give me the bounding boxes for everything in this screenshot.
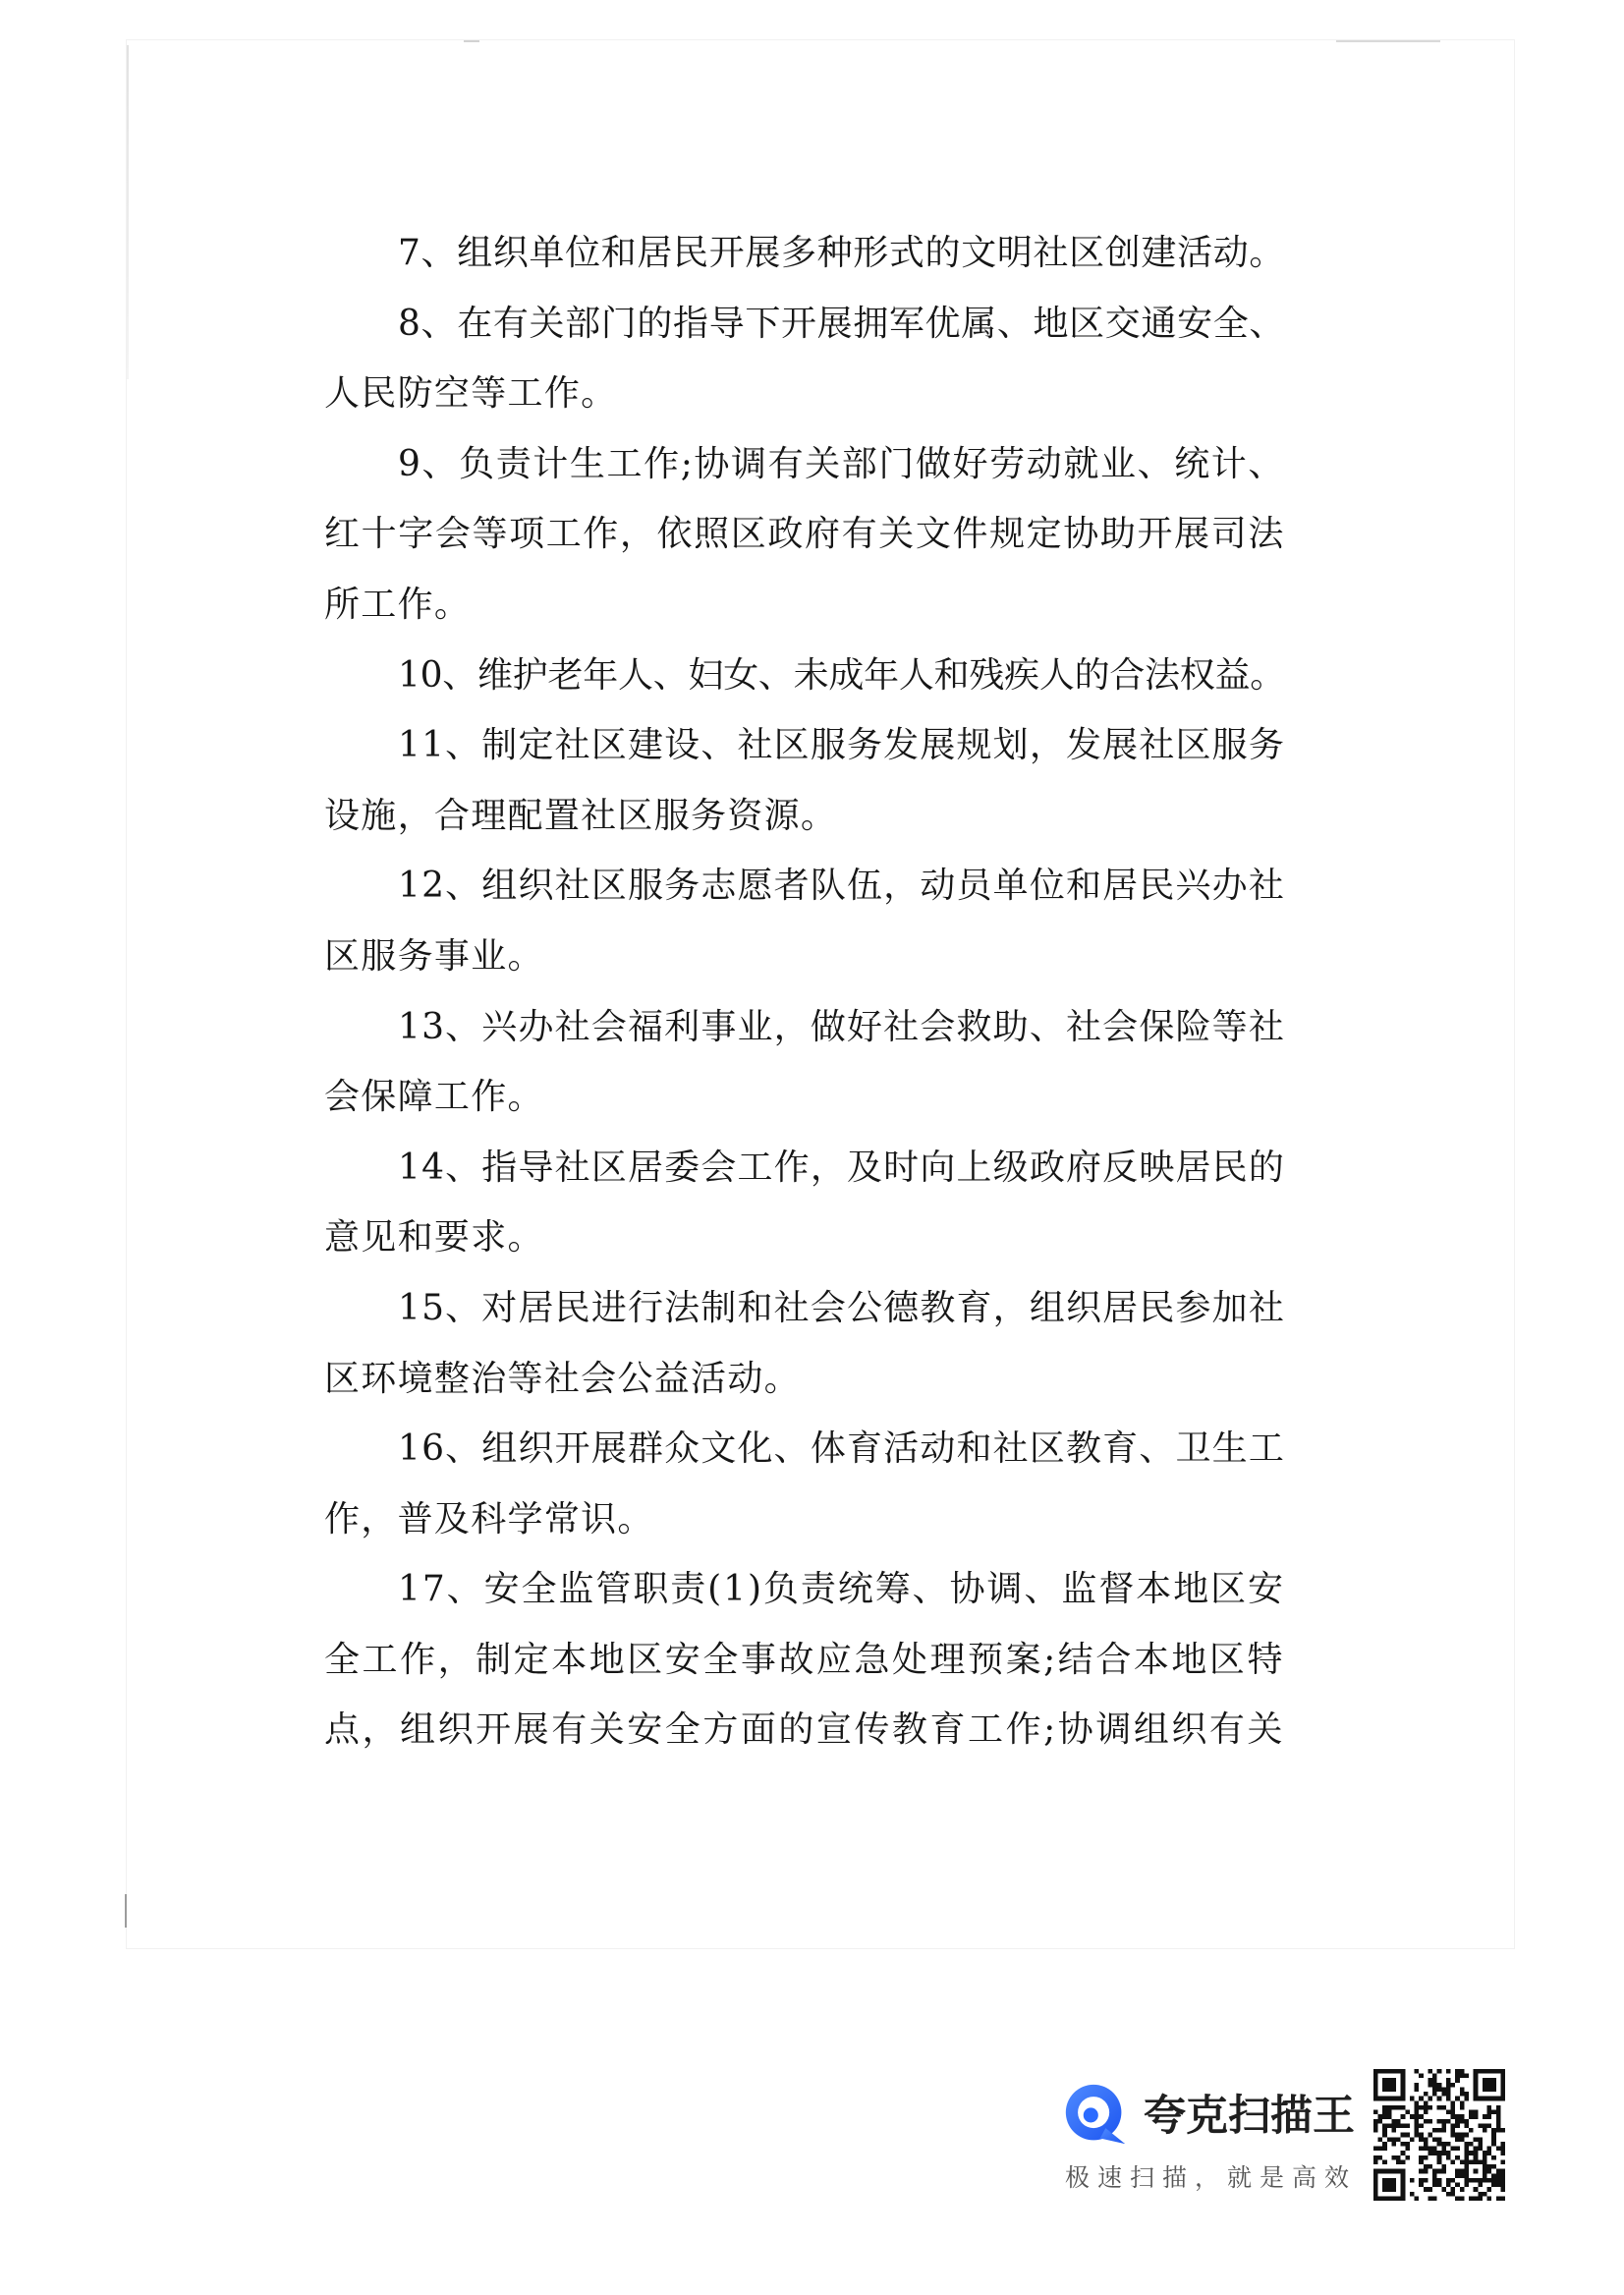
- paragraph-item-17: [324, 1554, 1285, 1765]
- paragraph-item-9: [324, 429, 1285, 641]
- text-line: [324, 1062, 1285, 1133]
- text-line: [324, 1344, 1285, 1415]
- text-line-content: 全工作，制定本地区安全事故应急处理预案;结合本地区特: [324, 1639, 1285, 1680]
- scan-mark: [464, 40, 479, 42]
- text-line: [324, 1695, 1285, 1765]
- text-line: [324, 1203, 1285, 1273]
- text-line: [324, 499, 1285, 570]
- text-line-content: 12、组织社区服务志愿者队伍，动员单位和居民兴办社: [398, 866, 1285, 907]
- text-line: [324, 429, 1285, 500]
- text-line-content: 人民防空等工作。: [324, 373, 618, 415]
- text-line-content: 红十字会等项工作，依照区政府有关文件规定协助开展司法: [324, 514, 1285, 555]
- text-line-content: 设施，合理配置社区服务资源。: [324, 795, 838, 836]
- text-line-content: 13、兴办社会福利事业，做好社会救助、社会保险等社: [398, 1006, 1285, 1047]
- quark-logo-icon: [1063, 2082, 1128, 2147]
- paragraph-item-15: [324, 1273, 1285, 1414]
- text-line-content: 17、安全监管职责(1)负责统筹、协调、监督本地区安: [398, 1569, 1285, 1610]
- paragraph-item-12: [324, 851, 1285, 991]
- text-line: [324, 710, 1285, 781]
- paragraph-item-16: [324, 1414, 1285, 1554]
- paragraph-item-10: [324, 641, 1285, 711]
- text-line-content: 点，组织开展有关安全方面的宣传教育工作;协调组织有关: [324, 1709, 1285, 1751]
- text-line: [324, 359, 1285, 429]
- text-line-content: 意见和要求。: [324, 1217, 544, 1259]
- brand-name: 夸克扫描王: [1144, 2092, 1355, 2141]
- text-line-content: 11、制定社区建设、社区服务发展规划，发展社区服务: [398, 725, 1285, 766]
- text-line-content: 所工作。: [324, 584, 472, 625]
- text-line: [324, 1554, 1285, 1625]
- text-line-content: 会保障工作。: [324, 1077, 544, 1118]
- text-line-content: 9、负责计生工作;协调有关部门做好劳动就业、统计、: [398, 443, 1285, 484]
- text-line: [324, 1133, 1285, 1203]
- text-line: [324, 851, 1285, 922]
- paragraph-item-13: [324, 992, 1285, 1133]
- qr-code-icon: [1373, 2069, 1505, 2201]
- text-line-content: 8、在有关部门的指导下开展拥军优属、地区交通安全、: [398, 303, 1285, 344]
- text-line-content: 10、维护老年人、妇女、未成年人和残疾人的合法权益。: [398, 654, 1285, 696]
- paragraph-item-11: [324, 710, 1285, 851]
- text-line-content: 作，普及科学常识。: [324, 1498, 654, 1539]
- text-line: [324, 289, 1285, 360]
- text-line-content: 14、指导社区居委会工作，及时向上级政府反映居民的: [398, 1147, 1285, 1188]
- text-line: [324, 218, 1285, 289]
- text-line-content: 区服务事业。: [324, 935, 544, 977]
- text-line: [324, 1273, 1285, 1344]
- text-line-content: 16、组织开展群众文化、体育活动和社区教育、卫生工: [398, 1428, 1285, 1470]
- text-line: [324, 641, 1285, 711]
- document-body: [324, 218, 1285, 1765]
- text-line: [324, 570, 1285, 641]
- text-line: [324, 1625, 1285, 1696]
- paragraph-item-14: [324, 1133, 1285, 1273]
- scan-edge-shadow: [127, 45, 129, 379]
- scan-mark: [1336, 40, 1440, 42]
- text-line: [324, 992, 1285, 1063]
- text-line: [324, 781, 1285, 852]
- scan-mark: [125, 1894, 127, 1928]
- text-line-content: 7、组织单位和居民开展多种形式的文明社区创建活动。: [398, 233, 1285, 273]
- text-line-content: 15、对居民进行法制和社会公德教育，组织居民参加社: [398, 1287, 1285, 1328]
- text-line-content: 区环境整治等社会公益活动。: [324, 1358, 801, 1399]
- text-line: [324, 1484, 1285, 1555]
- text-line: [324, 922, 1285, 992]
- paragraph-item-8: [324, 289, 1285, 429]
- paragraph-item-7: [324, 218, 1285, 289]
- text-line: [324, 1414, 1285, 1484]
- brand-slogan: 极速扫描，就是高效: [1065, 2163, 1358, 2192]
